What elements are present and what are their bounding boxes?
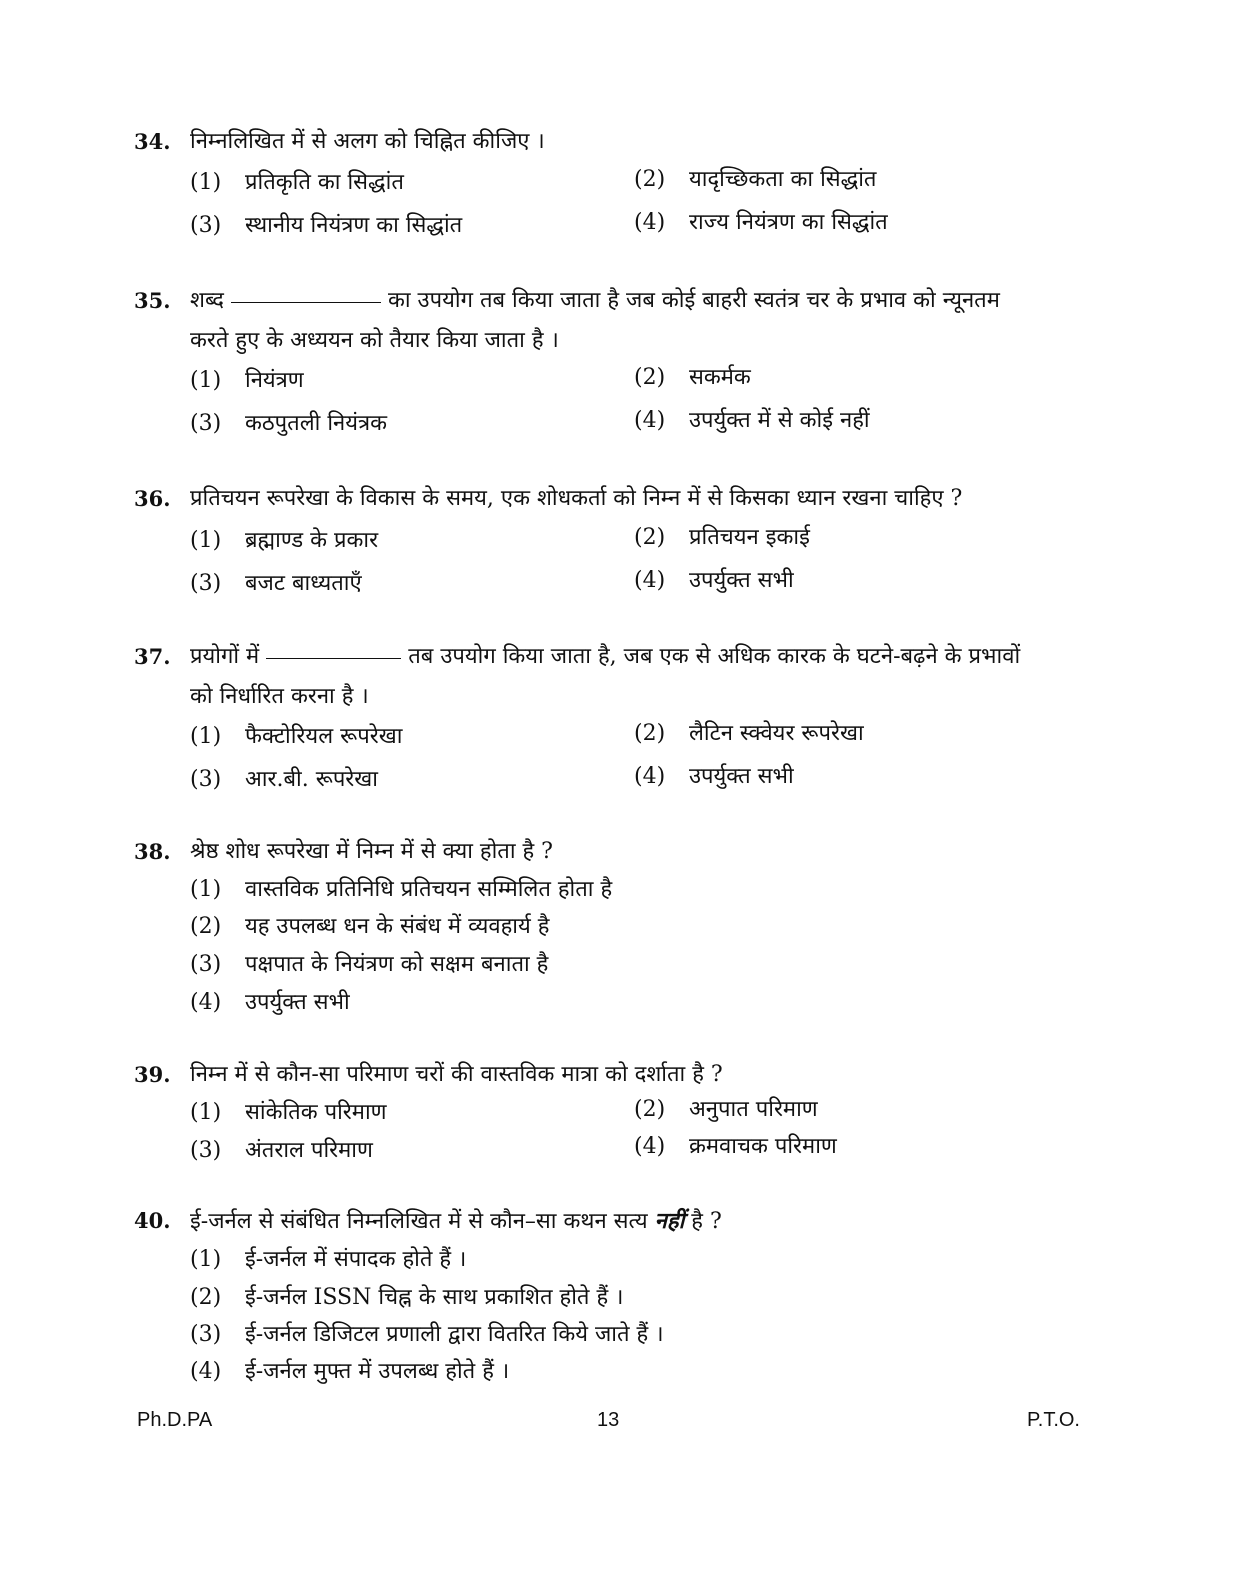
option: (1) नियंत्रण: [190, 368, 304, 393]
question-number: 39.: [134, 1062, 171, 1087]
question-text: प्रतिचयन रूपरेखा के विकास के समय, एक शोधकर्ता को निम्न में से किसका ध्यान रखना चाहिए ?: [190, 486, 963, 511]
question-number: 36.: [134, 486, 171, 511]
question-number: 34.: [134, 129, 171, 154]
option: (2) लैटिन स्क्वेयर रूपरेखा: [634, 721, 864, 746]
question-text: शब्द का उपयोग तब किया जाता है जब कोई बाहरी स्वतंत्र चर के प्रभाव को न्यूनतम करते हुए के अध्ययन को तैयार किया जाता है ।: [190, 288, 1000, 353]
emphasis-not: नहीं: [654, 1208, 685, 1234]
option: (4) ई-जर्नल मुफ्त में उपलब्ध होते हैं ।: [190, 1359, 510, 1384]
option: (4) क्रमवाचक परिमाण: [634, 1134, 837, 1159]
option: (3) पक्षपात के नियंत्रण को सक्षम बनाता है: [190, 952, 549, 977]
option: (1) वास्तविक प्रतिनिधि प्रतिचयन सम्मिलित होता है: [190, 877, 613, 902]
option: (1) ई-जर्नल में संपादक होते हैं ।: [190, 1247, 467, 1272]
question-text: श्रेष्ठ शोध रूपरेखा में निम्न में से क्या होता है ?: [190, 839, 553, 864]
question-text: निम्नलिखित में से अलग को चिह्नित कीजिए ।: [190, 129, 545, 154]
fill-in-blank: [266, 658, 401, 659]
option: (4) राज्य नियंत्रण का सिद्धांत: [634, 210, 888, 235]
option: (1) फैक्टोरियल रूपरेखा: [190, 724, 403, 749]
question-text: ई-जर्नल से संबंधित निम्नलिखित में से कौन–सा कथन सत्य नहीं है ?: [190, 1208, 722, 1234]
question-number: 38.: [134, 839, 171, 864]
question-text: निम्न में से कौन-सा परिमाण चरों की वास्तविक मात्रा को दर्शाता है ?: [190, 1062, 723, 1087]
option: (1) ब्रह्माण्ड के प्रकार: [190, 528, 379, 553]
question-number: 40.: [134, 1208, 171, 1233]
option: (3) बजट बाध्यताएँ: [190, 571, 362, 596]
option: (3) आर.बी. रूपरेखा: [190, 767, 379, 792]
option: (4) उपर्युक्त में से कोई नहीं: [634, 408, 870, 433]
option: (2) यह उपलब्ध धन के संबंध में व्यवहार्य है: [190, 914, 550, 939]
question-text: प्रयोगों में तब उपयोग किया जाता है, जब एक से अधिक कारक के घटने-बढ़ने के प्रभावों को निर्धारित करना है ।: [190, 644, 1021, 709]
paper-code: Ph.D.PA: [137, 1409, 213, 1431]
page-number: 13: [597, 1409, 620, 1431]
option: (2) प्रतिचयन इकाई: [634, 525, 810, 550]
please-turn-over: P.T.O.: [1027, 1409, 1080, 1431]
fill-in-blank: [231, 302, 381, 303]
option: (4) उपर्युक्त सभी: [634, 568, 794, 593]
question-number: 35.: [134, 288, 171, 313]
option: (2) ई-जर्नल ISSN चिह्न के साथ प्रकाशित होते हैं ।: [190, 1285, 624, 1310]
option: (4) उपर्युक्त सभी: [190, 990, 350, 1015]
option: (1) प्रतिकृति का सिद्धांत: [190, 170, 404, 195]
option: (3) कठपुतली नियंत्रक: [190, 411, 388, 436]
question-number: 37.: [134, 644, 171, 669]
option: (3) स्थानीय नियंत्रण का सिद्धांत: [190, 213, 463, 238]
option: (3) अंतराल परिमाण: [190, 1138, 373, 1163]
option: (3) ई-जर्नल डिजिटल प्रणाली द्वारा वितरित किये जाते हैं ।: [190, 1322, 664, 1347]
option: (4) उपर्युक्त सभी: [634, 764, 794, 789]
option: (2) सकर्मक: [634, 365, 751, 390]
option: (2) अनुपात परिमाण: [634, 1097, 818, 1122]
option: (2) यादृच्छिकता का सिद्धांत: [634, 167, 877, 192]
option: (1) सांकेतिक परिमाण: [190, 1100, 387, 1125]
